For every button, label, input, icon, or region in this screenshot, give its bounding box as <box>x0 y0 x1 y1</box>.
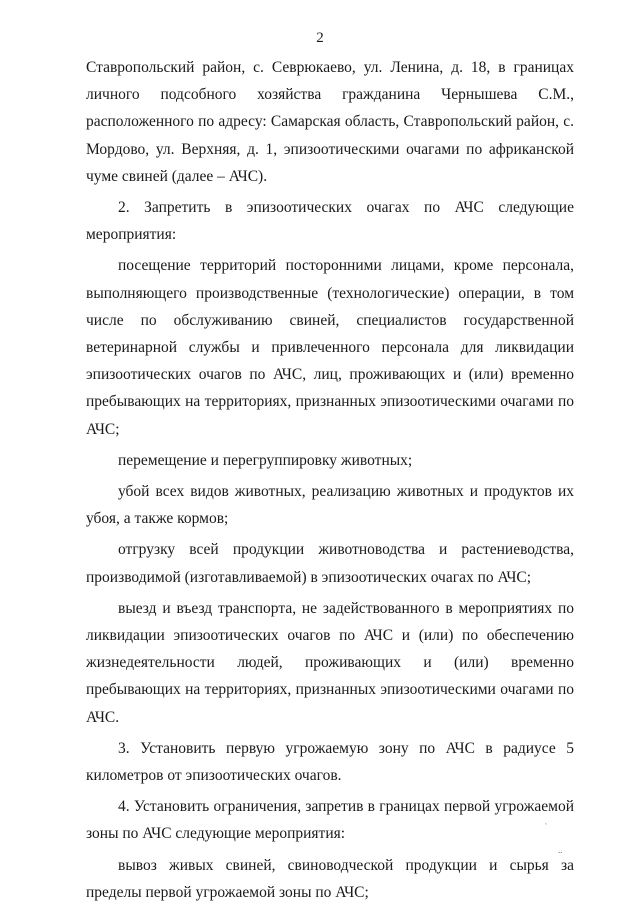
paragraph-continuation: Ставропольский район, с. Севрюкаево, ул. Ленина, д. 18, в границах личного подсобного хозяйства гражданина Чернышева С.М., расположенного по адресу: Самарская область, Ставропольский район, с. Мордово, ул. Верхняя, д. 1, эпизоотическими очагами по африканской чуме свиней (далее – АЧС). <box>86 59 574 185</box>
scan-speck: .. <box>558 845 563 855</box>
paragraph-item-4: 4. Установить ограничения, запретив в границах первой угрожаемой зоны по АЧС следующие мероприятия: <box>86 798 574 843</box>
paragraph-slaughter-ban: убой всех видов животных, реализацию животных и продуктов их убоя, а также кормов; <box>86 483 574 528</box>
scan-speck: ` <box>540 821 549 831</box>
paragraph-shipment-ban: отгрузку всей продукции животноводства и растениеводства, производимой (изготавливаемой) в эпизоотических очагах по АЧС; <box>86 541 574 586</box>
paragraph-visit-ban: посещение территорий посторонними лицами, кроме персонала, выполняющего производственные (технологические) операции, в том числе по обслуживанию свиней, специалистов государственной ветеринарной службы и привлеченного персонала для ликвидации эпизоотических очагов по АЧС, лиц, проживающих и (или) временно пребывающих на территориях, признанных эпизоотическими очагами по АЧС; <box>86 257 574 438</box>
paragraph-item-3: 3. Установить первую угрожаемую зону по АЧС в радиусе 5 километров от эпизоотических очагов. <box>86 739 574 785</box>
page-number: 2 <box>316 30 324 46</box>
paragraph-transport-ban: выезд и въезд транспорта, не задействованного в мероприятиях по ликвидации эпизоотических очагов по АЧС и (или) по обеспечению жизнедеятельности людей, проживающих и (или) временно пребывающих на территориях, признанных эпизоотическими очагами по АЧС. <box>86 599 574 726</box>
paragraph-export-ban: вывоз живых свиней, свиноводческой продукции и сырья за пределы первой угрожаемой зоны по АЧС; <box>86 856 574 901</box>
paragraph-item-2: 2. Запретить в эпизоотических очагах по АЧС следующие мероприятия: <box>86 199 574 244</box>
paragraph-movement-ban: перемещение и перегруппировку животных; <box>118 451 413 469</box>
document-body <box>86 54 574 910</box>
